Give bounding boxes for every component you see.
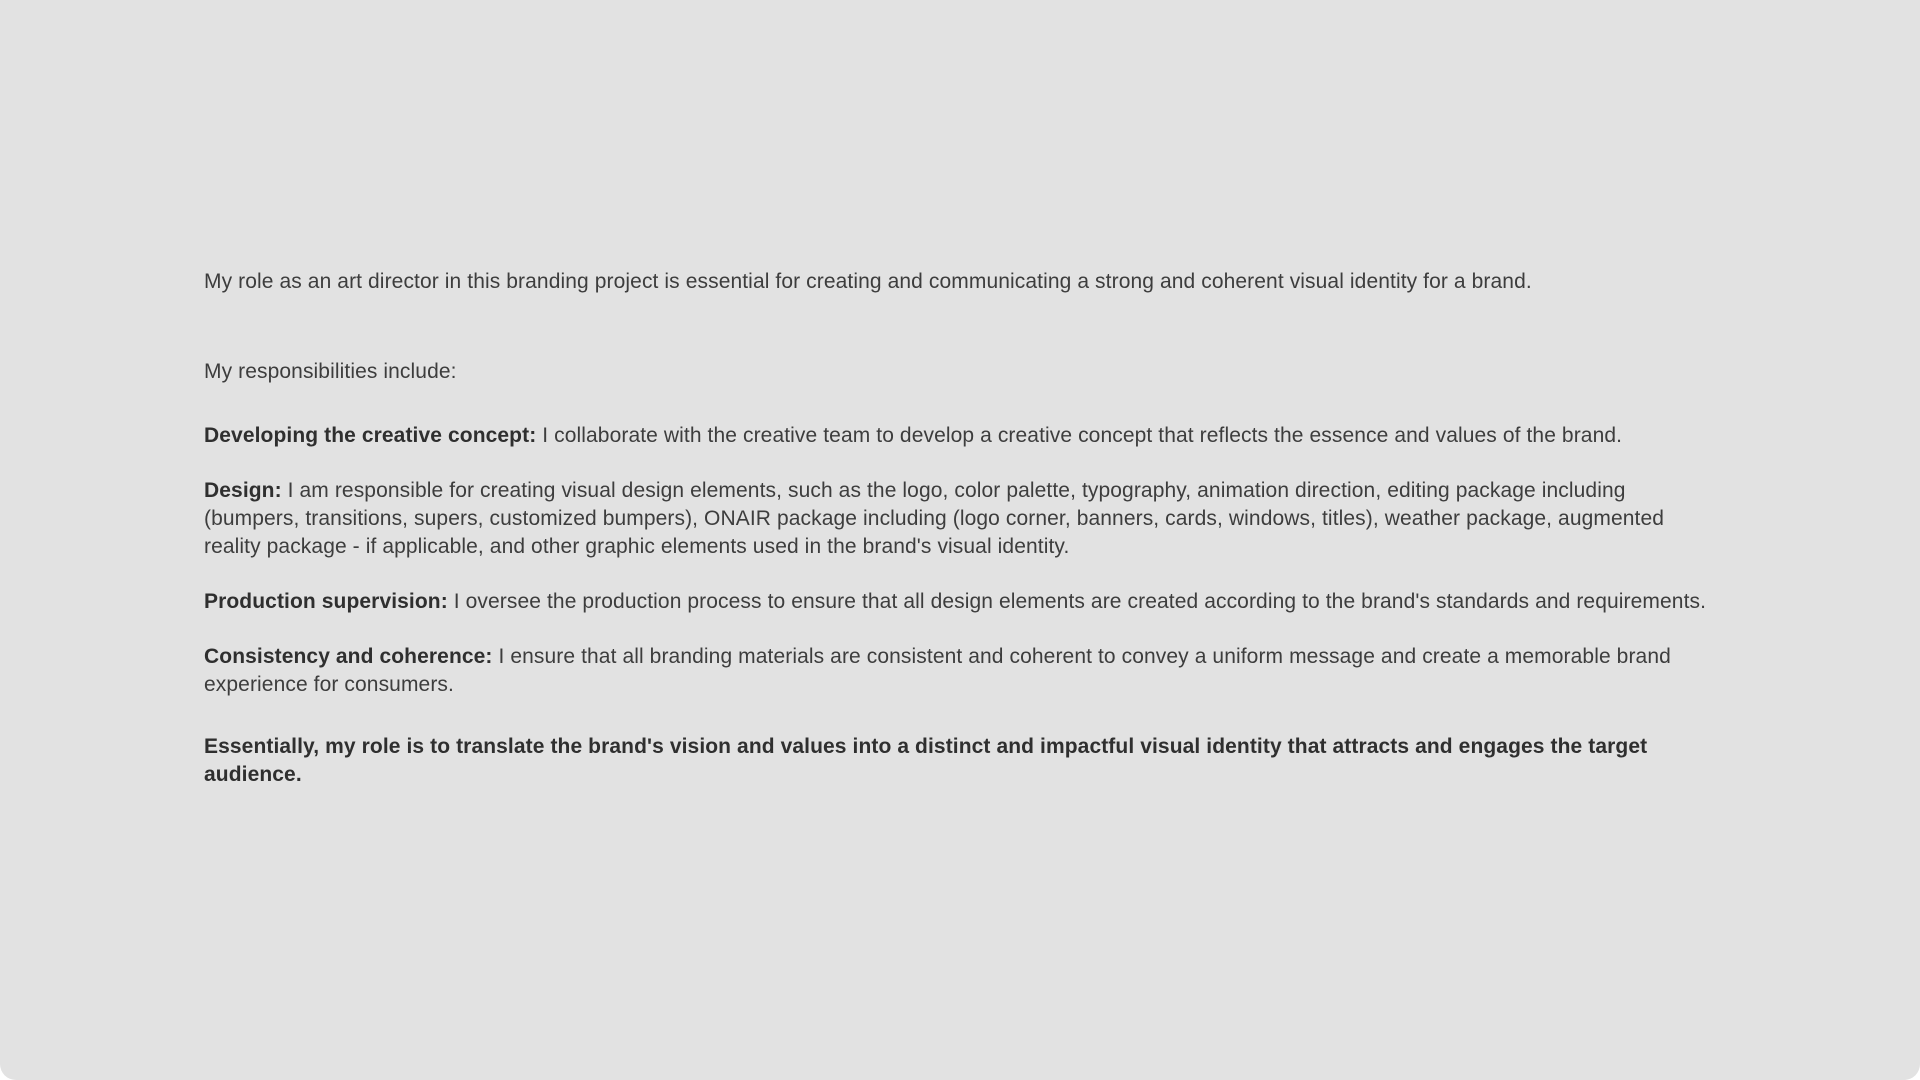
responsibility-item-consistency-coherence xyxy=(204,643,1720,699)
document-body xyxy=(204,268,1720,816)
intro-paragraph: My role as an art director in this branding project is essential for creating and communicating a strong and coherent visual identity for a brand. xyxy=(204,270,1532,293)
responsibility-text: I ensure that all branding materials are consistent and coherent to convey a uniform message and create a memorable brand experience for consumers. xyxy=(204,645,1671,696)
responsibility-item-production-supervision xyxy=(204,588,1720,616)
responsibilities-heading: My responsibilities include: xyxy=(204,360,457,383)
responsibility-text: I am responsible for creating visual design elements, such as the logo, color palette, typography, animation direction, editing package including (bumpers, transitions, supers, customized bumpers), ONAIR package including (logo corner, banners, cards, windows, titles), weather package, augmented reality package - if applicable, and other graphic elements used in the brand's visual identity. xyxy=(204,479,1665,558)
conclusion-paragraph: Essentially, my role is to translate the brand's vision and values into a distinct and impactful visual identity that attracts and engages the target audience. xyxy=(204,735,1648,786)
responsibility-label: Design: xyxy=(204,479,282,502)
responsibility-item-design xyxy=(204,477,1720,561)
responsibility-text: I collaborate with the creative team to develop a creative concept that reflects the essence and values of the brand. xyxy=(536,424,1623,447)
responsibility-text: I oversee the production process to ensure that all design elements are created according to the brand's standards and requirements. xyxy=(447,590,1707,613)
responsibility-label: Consistency and coherence: xyxy=(204,645,493,668)
responsibility-label: Production supervision: xyxy=(204,590,448,613)
responsibility-item-creative-concept xyxy=(204,422,1720,450)
responsibility-label: Developing the creative concept: xyxy=(204,424,537,447)
